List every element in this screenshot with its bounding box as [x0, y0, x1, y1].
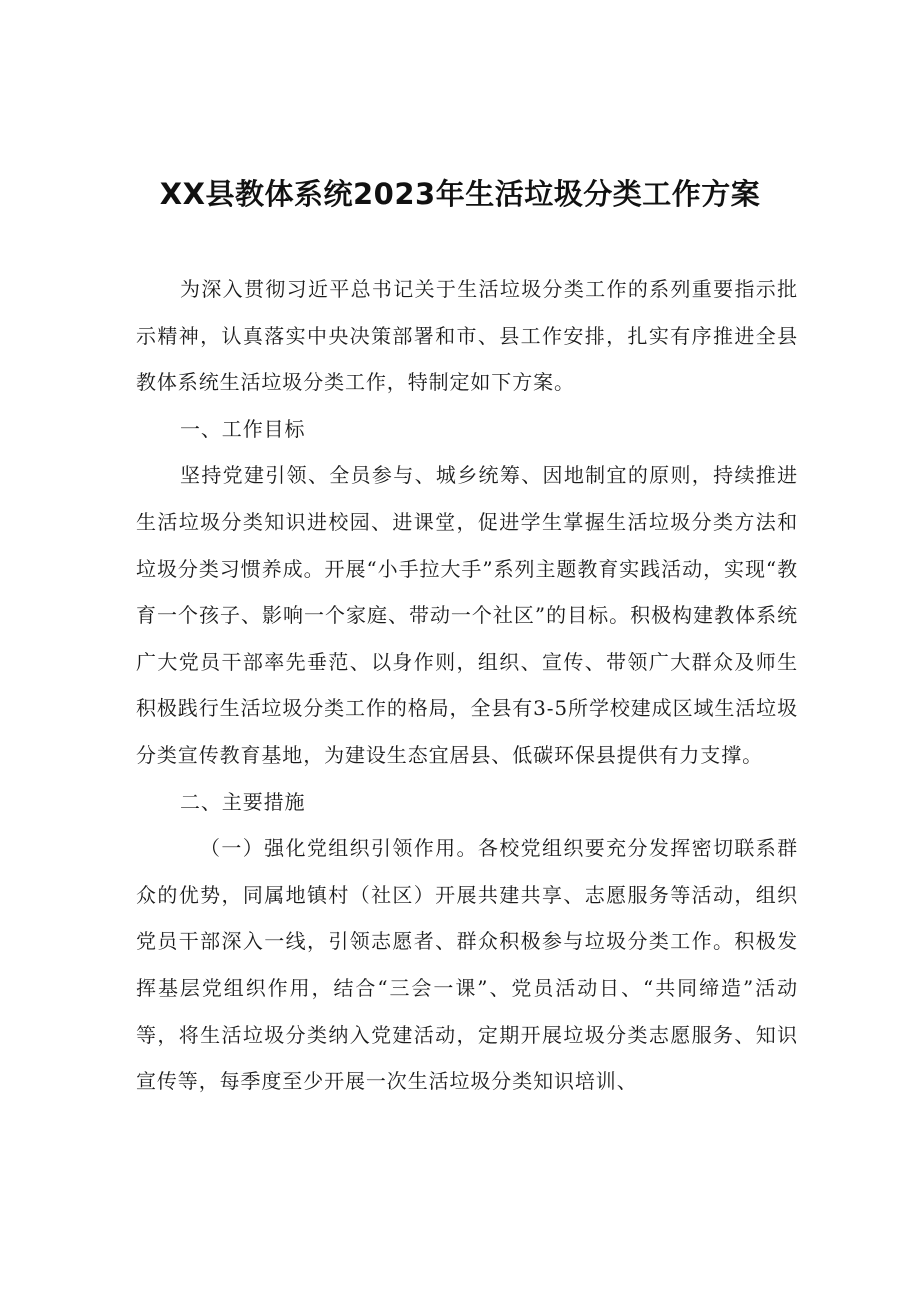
document-body	[136, 266, 798, 1105]
measure-1-paragraph: （一）强化党组织引领作用。各校党组织要充分发挥密切联系群众的优势，同属地镇村（社区）开展共建共享、志愿服务等活动，组织党员干部深入一线，引领志愿者、群众积极参与垃圾分类工作。积极发挥基层党组织作用，结合“三会一课”、党员活动日、“共同缔造”活动等，将生活垃圾分类纳入党建活动，定期开展垃圾分类志愿服务、知识宣传等，每季度至少开展一次生活垃圾分类知识培训、	[136, 836, 798, 1094]
section-heading-goals: 一、工作目标	[180, 416, 306, 441]
goals-paragraph: 坚持党建引领、全员参与、城乡统筹、因地制宜的原则，持续推进生活垃圾分类知识进校园、进课堂，促进学生掌握生活垃圾分类方法和垃圾分类习惯养成。开展“小手拉大手”系列主题教育实践活动，实现“教育一个孩子、影响一个家庭、带动一个社区”的目标。积极构建教体系统广大党员干部率先垂范、以身作则，组织、宣传、带领广大群众及师生积极践行生活垃圾分类工作的格局，全县有3-5所学校建成区域生活垃圾分类宣传教育基地，为建设生态宜居县、低碳环保县提供有力支撑。	[136, 463, 798, 767]
document-title: XX县教体系统2023年生活垃圾分类工作方案	[159, 177, 761, 211]
section-heading-measures: 二、主要措施	[180, 789, 306, 814]
intro-paragraph: 为深入贯彻习近平总书记关于生活垃圾分类工作的系列重要指示批示精神，认真落实中央决策部署和市、县工作安排，扎实有序推进全县教体系统生活垃圾分类工作，特制定如下方案。	[136, 277, 798, 395]
